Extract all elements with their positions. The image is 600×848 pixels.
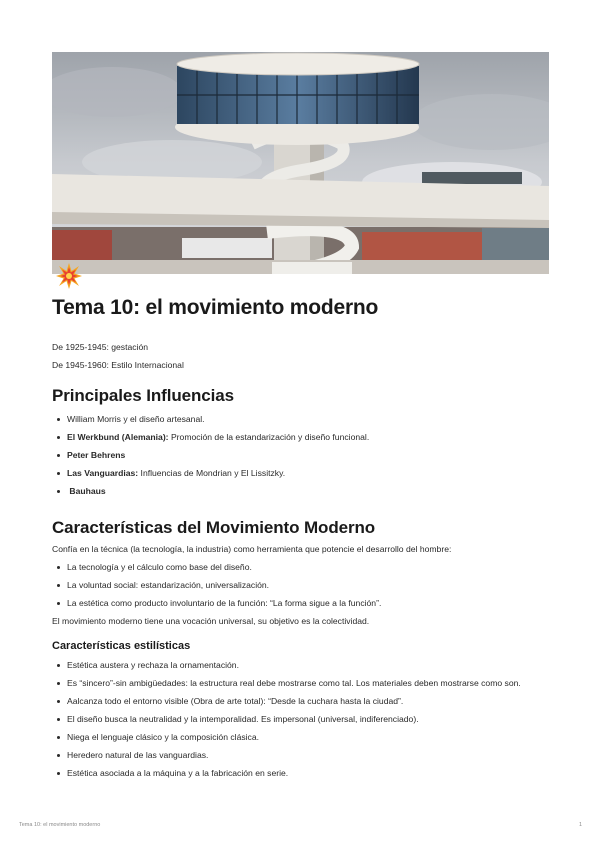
list-item: La voluntad social: estandarización, universalización. — [52, 576, 552, 594]
cover-photo — [52, 52, 549, 274]
intro-line: De 1925-1945: gestación — [52, 341, 149, 352]
list-item: El diseño busca la neutralidad y la intemporalidad. Es impersonal (universal, indiferenciado). — [52, 710, 552, 728]
list-item: Estética asociada a la máquina y a la fabricación en serie. — [52, 764, 552, 782]
list-item: El Werkbund (Alemania): Promoción de la estandarización y diseño funcional. — [52, 428, 552, 446]
list-item: Es “sincero”-sin ambigüedades: la estructura real debe mostrarse como tal. Los materiales deben mostrarse como son. — [52, 674, 552, 692]
characteristics-list — [52, 558, 552, 612]
page-title: Tema 10: el movimiento moderno — [52, 296, 379, 319]
list-item: Aalcanza todo el entorno visible (Obra de arte total): “Desde la cuchara hasta la ciudad”. — [52, 692, 552, 710]
influences-list — [52, 410, 552, 500]
list-item: Bauhaus — [52, 482, 552, 500]
stylistic-list — [52, 656, 552, 782]
characteristics-intro: Confía en la técnica (la tecnología, la industria) como herramienta que potencie el desarrollo del hombre: — [52, 543, 452, 554]
intro-line: De 1945-1960: Estilo Internacional — [52, 359, 184, 370]
list-item: La estética como producto involuntario de la función: “La forma sigue a la función”. — [52, 594, 552, 612]
stylistic-heading: Características estilísticas — [52, 640, 191, 653]
list-item: Las Vanguardias: Influencias de Mondrian y El Lissitzky. — [52, 464, 552, 482]
list-item: Niega el lenguaje clásico y la composición clásica. — [52, 728, 552, 746]
list-item: Peter Behrens — [52, 446, 552, 464]
footer-title: Tema 10: el movimiento moderno — [19, 822, 101, 828]
list-item: William Morris y el diseño artesanal. — [52, 410, 552, 428]
list-item: Estética austera y rechaza la ornamentación. — [52, 656, 552, 674]
influences-heading: Principales Influencias — [52, 385, 234, 405]
explosion-icon — [55, 262, 83, 290]
characteristics-outro: El movimiento moderno tiene una vocación universal, su objetivo es la colectividad. — [52, 615, 370, 626]
cover-image — [52, 52, 549, 274]
list-item: La tecnología y el cálculo como base del diseño. — [52, 558, 552, 576]
characteristics-heading: Características del Movimiento Moderno — [52, 517, 376, 537]
page-content — [52, 338, 552, 782]
page-number: 1 — [578, 822, 582, 828]
list-item: Heredero natural de las vanguardias. — [52, 746, 552, 764]
